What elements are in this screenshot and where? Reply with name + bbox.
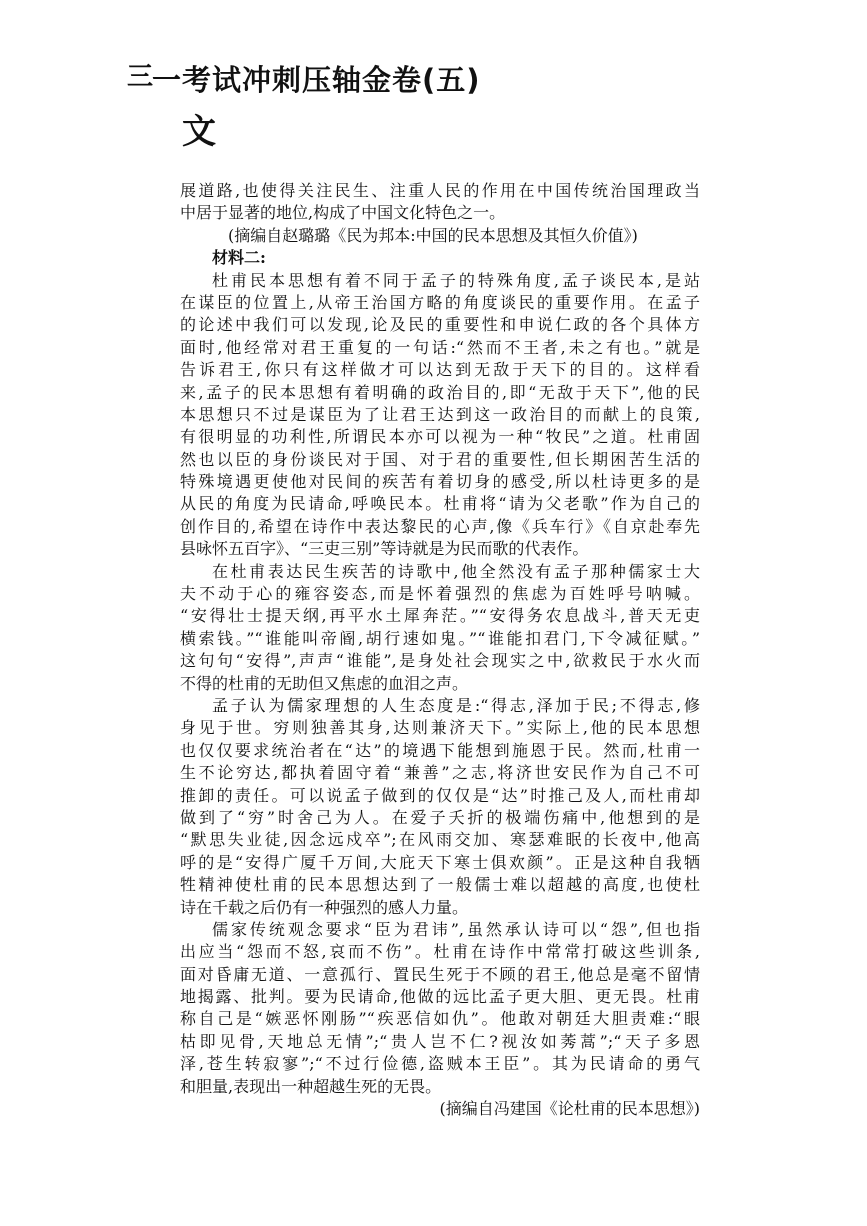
text-line: 来,孟子的民本思想有着明确的政治目的,即“无敌于天下”,他的民: [180, 382, 700, 402]
text-line: 特殊境遇更使他对民间的疾苦有着切身的感受,所以杜诗更多的是: [180, 472, 700, 492]
source-citation: (摘编自赵璐璐《民为邦本:中国的民本思想及其恒久价值》): [228, 225, 638, 245]
section-heading: 材料二:: [212, 248, 266, 268]
text-line: 也仅仅要求统治者在“达”的境遇下能想到施恩于民。然而,杜甫一: [180, 740, 700, 760]
text-line: 儒家传统观念要求“臣为君讳”,虽然承认诗可以“怨”,但也指: [212, 919, 700, 939]
text-line: 面时,他经常对君王重复的一句话:“然而不王者,未之有也。”就是: [180, 337, 700, 357]
text-line: 身见于世。穷则独善其身,达则兼济天下。”实际上,他的民本思想: [180, 718, 700, 738]
text-line: 称自己是“嫉恶怀刚肠”“疾恶信如仇”。他敢对朝廷大胆责难:“眼: [180, 1009, 700, 1029]
text-line: 在杜甫表达民生疾苦的诗歌中,他全然没有孟子那种儒家士大: [212, 561, 700, 581]
text-line: “默思失业徒,因念远戍卒”;在风雨交加、寒瑟难眠的长夜中,他高: [180, 830, 700, 850]
text-line: 泽,苍生转寂寥”;“不过行俭德,盗贼本王臣”。其为民请命的勇气: [180, 1054, 700, 1074]
text-line: 面对昏庸无道、一意孤行、置民生死于不顾的君王,他总是毫不留情: [180, 964, 700, 984]
text-line: 创作目的,希望在诗作中表达黎民的心声,像《兵车行》《自京赴奉先: [180, 516, 700, 536]
text-line: 告诉君王,你只有这样做才可以达到无敌于天下的目的。这样看: [180, 360, 700, 380]
text-line: 地揭露、批判。要为民请命,他做的远比孟子更大胆、更无畏。杜甫: [180, 987, 700, 1007]
text-line: “安得壮士提天纲,再平水土犀奔茫。”“安得务农息战斗,普天无吏: [180, 606, 700, 626]
text-line: 本思想只不过是谋臣为了让君王达到这一政治目的而献上的良策,: [180, 404, 700, 424]
exam-title: 一考试冲刺压轴金卷(五): [152, 63, 481, 97]
text-line: 不得的杜甫的无助但又焦虑的血泪之声。: [180, 673, 469, 693]
article-body: [180, 180, 700, 1120]
text-line: 做到了“穷”时舍己为人。在爱子夭折的极端伤痛中,他想到的是: [180, 807, 700, 827]
text-line: 县咏怀五百字》、“三吏三别”等诗就是为民而歌的代表作。: [180, 539, 589, 559]
text-line: 横索钱。”“谁能叫帝阍,胡行速如鬼。”“谁能扣君门,下令减征赋。”: [180, 628, 700, 648]
subject-label: 文: [182, 112, 216, 152]
text-line: 枯即见骨,天地总无情”;“贵人岂不仁?视汝如莠蒿”;“天子多恩: [180, 1031, 700, 1051]
source-citation: (摘编自冯建国《论杜甫的民本思想》): [439, 1099, 700, 1119]
text-line: 牲精神使杜甫的民本思想达到了一般儒士难以超越的高度,也使杜: [180, 875, 700, 895]
text-line: 有很明显的功利性,所谓民本亦可以视为一种“牧民”之道。杜甫固: [180, 427, 700, 447]
text-line: 出应当“怨而不怒,哀而不伤”。杜甫在诗作中常常打破这些训条,: [180, 942, 700, 962]
text-line: 在谋臣的位置上,从帝王治国方略的角度谈民的重要作用。在孟子: [180, 292, 700, 312]
text-line: 诗在千载之后仍有一种强烈的感人力量。: [180, 897, 469, 917]
text-line: 然也以臣的身份谈民对于国、对于君的重要性,但长期困苦生活的: [180, 449, 700, 469]
text-line: 杜甫民本思想有着不同于孟子的特殊角度,孟子谈民本,是站: [212, 270, 700, 290]
text-line: 孟子认为儒家理想的人生态度是:“得志,泽加于民;不得志,修: [212, 695, 700, 715]
text-line: 呼的是“安得广厦千万间,大庇天下寒士俱欢颜”。正是这种自我牺: [180, 852, 700, 872]
text-line: 从民的角度为民请命,呼唤民本。杜甫将“请为父老歌”作为自己的: [180, 494, 700, 514]
text-line: 中居于显著的地位,构成了中国文化特色之一。: [180, 203, 506, 223]
text-line: 推卸的责任。可以说孟子做到的仅仅是“达”时推己及人,而杜甫却: [180, 785, 700, 805]
text-line: 这句句“安得”,声声“谁能”,是身处社会现实之中,欲救民于水火而: [180, 651, 700, 671]
text-line: 展道路,也使得关注民生、注重人民的作用在中国传统治国理政当: [180, 181, 700, 200]
text-line: 夫不动于心的雍容姿态,而是怀着强烈的焦虑为百姓呼号呐喊。: [180, 584, 700, 604]
text-line: 和胆量,表现出一种超越生死的无畏。: [180, 1076, 442, 1096]
header-partial-glyph: 三: [127, 62, 154, 92]
text-line: 的论述中我们可以发现,论及民的重要性和申说仁政的各个具体方: [180, 315, 700, 335]
text-line: 生不论穷达,都执着固守着“兼善”之志,将济世安民作为自己不可: [180, 763, 700, 783]
